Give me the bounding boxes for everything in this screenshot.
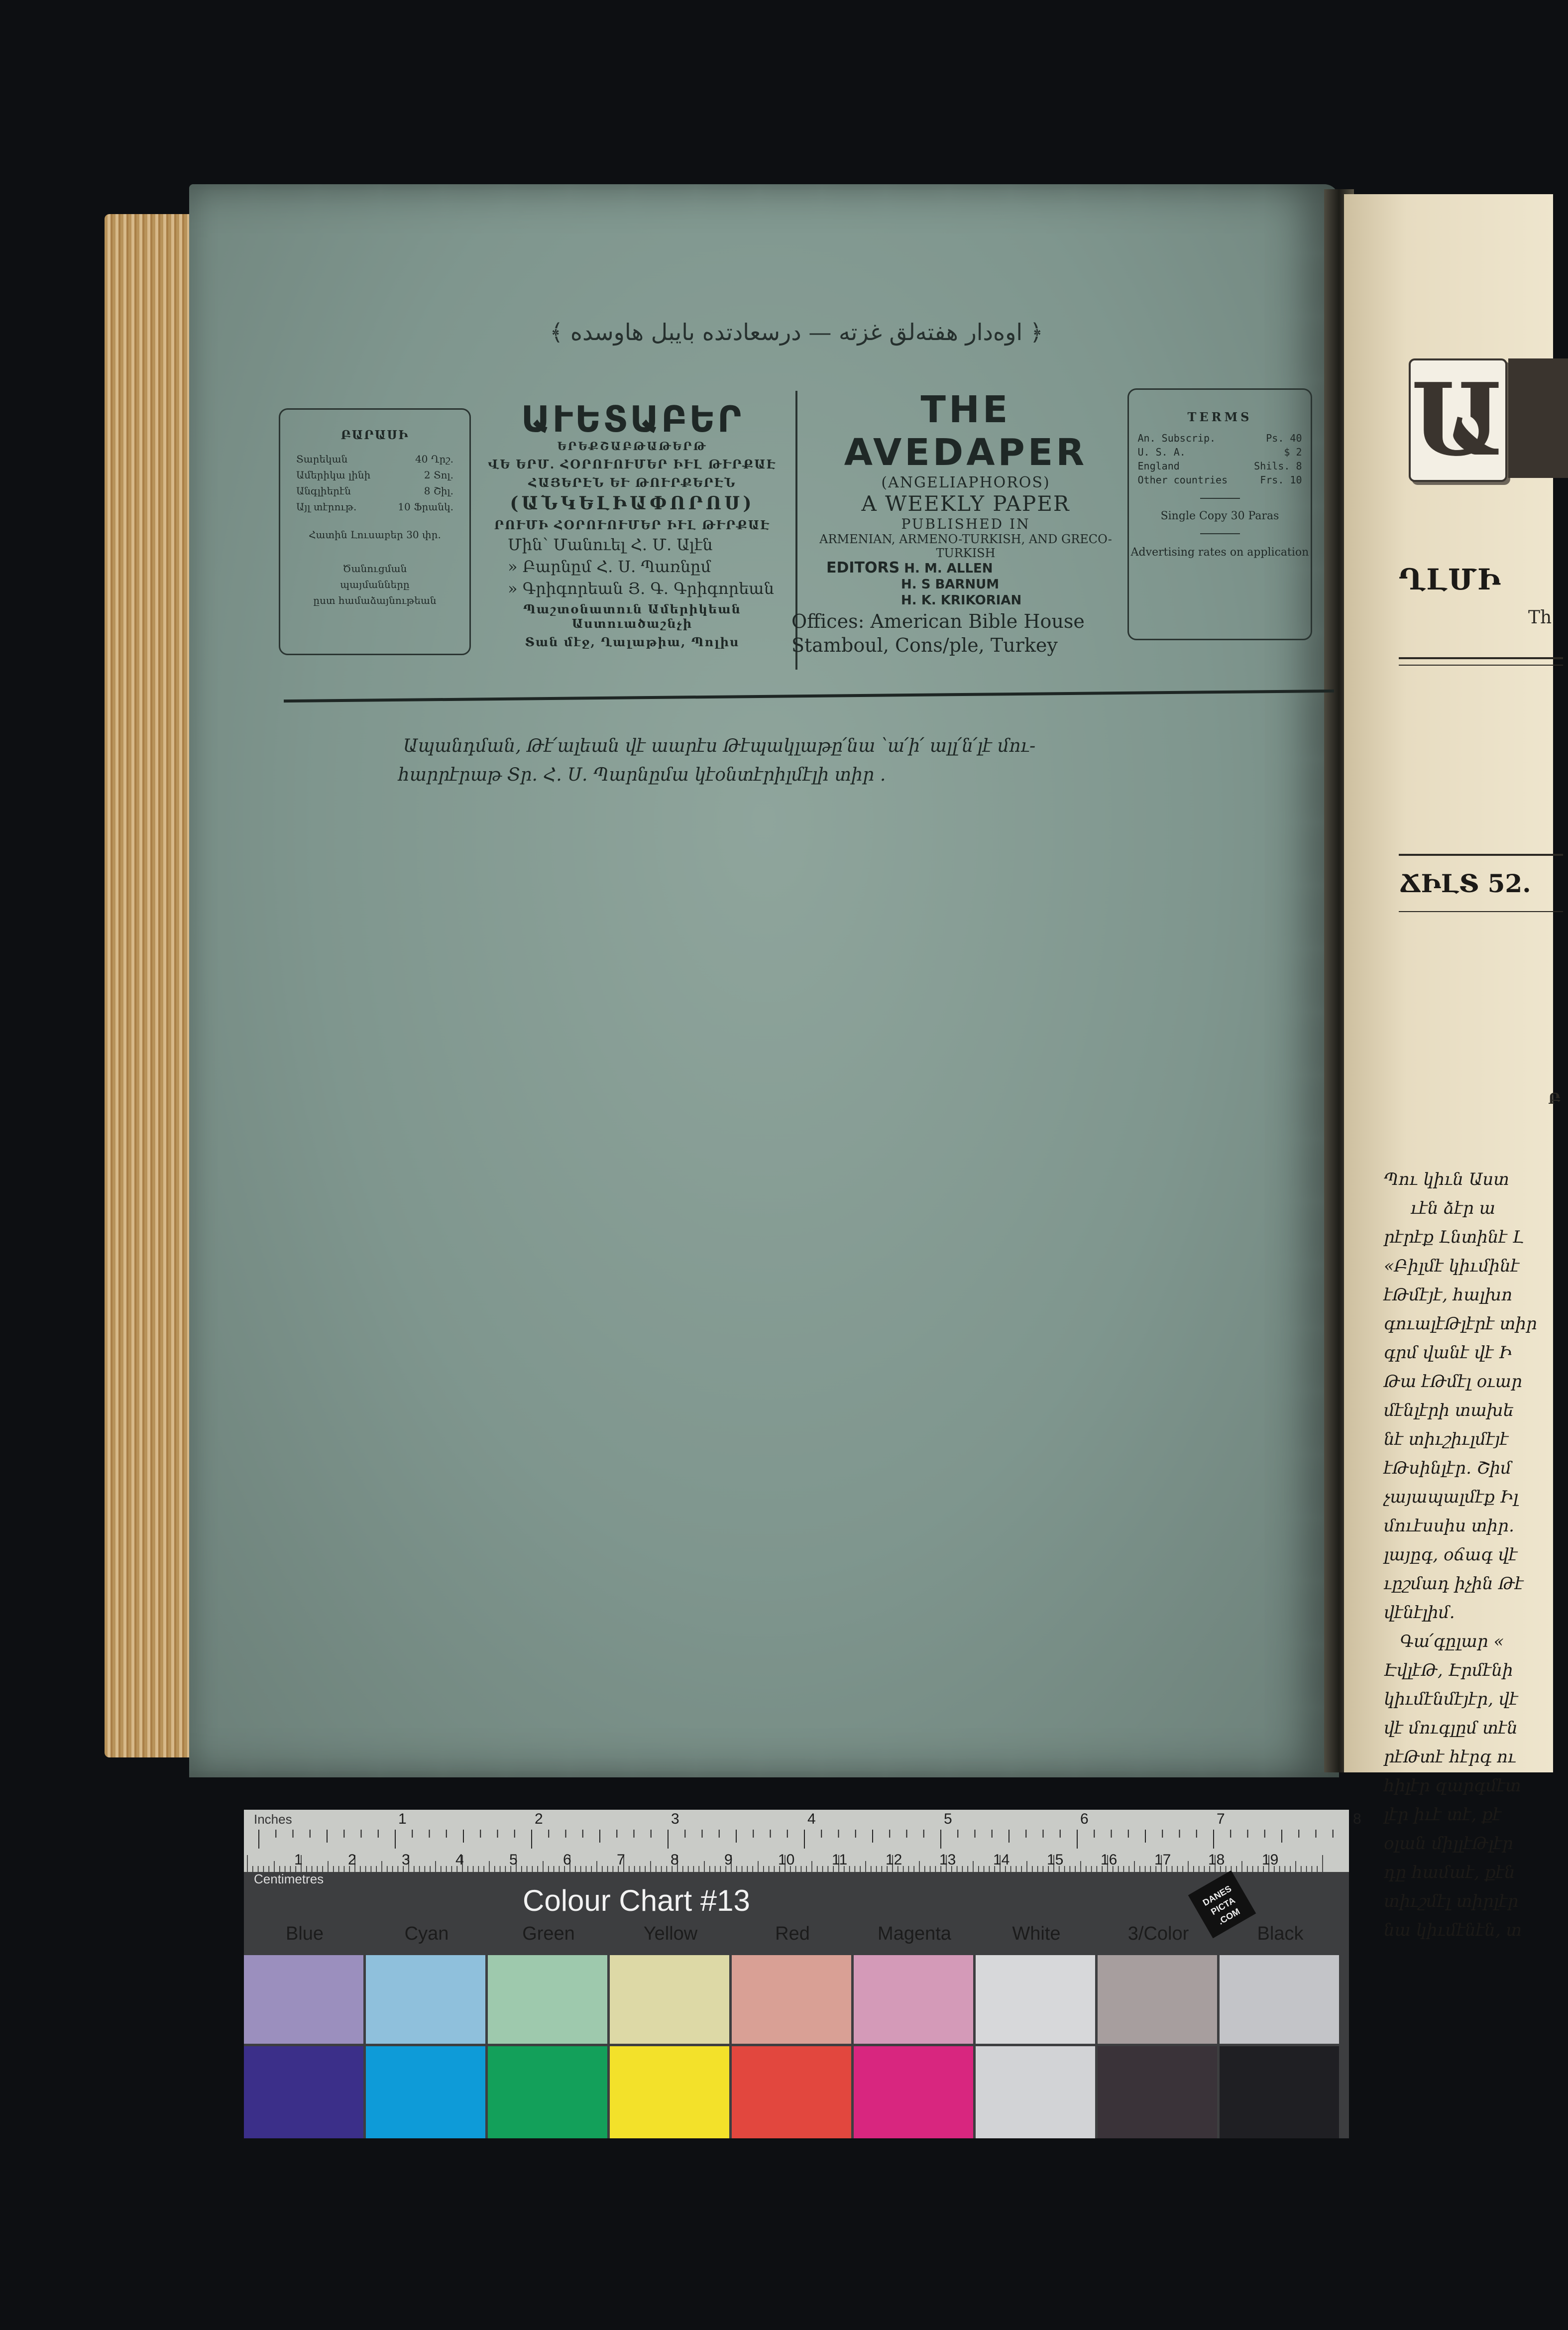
- cm-mark: 17: [1154, 1852, 1171, 1868]
- cm-mark: 6: [563, 1852, 571, 1868]
- terms-value: 10 Ֆրանկ.: [398, 501, 453, 513]
- body-line: րէԹտէ հէրգ ու: [1384, 1747, 1516, 1767]
- terms-label: Տարեկան: [296, 453, 348, 465]
- dark-patch: [244, 2046, 363, 2138]
- inch-mark: 8: [1353, 1811, 1361, 1827]
- advertising-note: Advertising rates on application: [1130, 546, 1309, 559]
- centimetres-label: Centimetres: [254, 1871, 324, 1886]
- right-page-subtitle: Th: [1528, 607, 1552, 628]
- body-line: գրմ վանէ վէ Ի: [1384, 1343, 1512, 1363]
- body-line: չայապալմէք Իլ: [1384, 1487, 1519, 1507]
- armenian-editor: Մին՝ Մանուել Հ. Մ. Ալէն: [508, 535, 713, 554]
- patch-label: Cyan: [404, 1923, 449, 1944]
- inch-mark: 3: [671, 1811, 679, 1827]
- brand-logo: DANES PICTA .COM: [1188, 1870, 1256, 1939]
- cm-mark: 4: [455, 1852, 464, 1868]
- terms-label: An. Subscrip.: [1137, 432, 1216, 444]
- masthead-line: ՐՈՒՄԻ ՀՕՐՈՒՈՒՄԵՐ ԻՒԼ ԹՒՐՔԱԷ: [494, 518, 771, 532]
- single-copy-price: Հատին Լուսաբեր 30 փր.: [309, 529, 441, 541]
- right-page-rule: [1399, 665, 1563, 666]
- right-page-rule: [1399, 657, 1563, 659]
- terms-divider: [1200, 533, 1240, 534]
- cm-mark: 13: [939, 1852, 956, 1868]
- notice-line: հարրէրաթ Տր. Հ. Ս. Պարնըմա կէօնտէրիլմէլի տիր ․: [398, 765, 886, 785]
- terms-label: Անգլիերէն: [296, 485, 351, 497]
- terms-label: England: [1137, 460, 1180, 472]
- english-masthead: [791, 388, 1130, 656]
- body-line: մէնլէրի տախե: [1384, 1400, 1514, 1420]
- inches-label: Inches: [254, 1812, 292, 1827]
- editor-name: H. M. ALLEN: [904, 561, 993, 576]
- terms-heading: TERMS: [1187, 410, 1252, 424]
- inch-mark: 2: [535, 1811, 543, 1827]
- english-terms-box: [1127, 388, 1312, 640]
- issue-number: ՃԻԼՏ 52.: [1400, 869, 1531, 898]
- masthead-line: (ԱՆԿԵԼԻԱՓՈՐՈՍ): [510, 493, 755, 514]
- dark-patch: [732, 2046, 851, 2138]
- english-title: THE AVEDAPER: [844, 388, 1088, 474]
- inch-mark: 4: [807, 1811, 816, 1827]
- patch-label: Yellow: [643, 1923, 698, 1944]
- editors-block: [826, 560, 1130, 608]
- body-line: լէր իւէ տէ, քէ: [1384, 1805, 1502, 1825]
- office-location: Stamboul, Cons/ple, Turkey: [791, 634, 1058, 656]
- terms-value: 40 Ղրշ.: [415, 453, 453, 465]
- dark-patch: [1098, 2046, 1217, 2138]
- patch-label: Magenta: [878, 1923, 951, 1944]
- cm-mark: 15: [1047, 1852, 1064, 1868]
- dark-patch: [854, 2046, 973, 2138]
- right-page-rule: [1399, 854, 1563, 856]
- patch-label: 3/Color: [1127, 1923, 1189, 1944]
- cm-mark: 10: [778, 1852, 795, 1868]
- light-patch: [1220, 1955, 1339, 2044]
- light-patch: [366, 1955, 485, 2044]
- logo-fragment: [1508, 358, 1568, 478]
- terms-divider: [1200, 498, 1240, 499]
- advertising-line: Ծանուցման: [342, 563, 407, 575]
- terms-label: U. S. A.: [1137, 446, 1186, 458]
- cm-mark: 12: [886, 1852, 902, 1868]
- cm-mark: 16: [1101, 1852, 1118, 1868]
- terms-label: Other countries: [1137, 474, 1228, 486]
- single-copy-price: Single Copy 30 Paras: [1160, 510, 1279, 522]
- terms-table: [1138, 431, 1302, 487]
- cm-mark: 11: [832, 1852, 848, 1868]
- patch-names: [244, 1923, 1349, 1948]
- advertising-note: [280, 561, 469, 608]
- light-patch: [488, 1955, 607, 2044]
- armenian-editor: » Բարնըմ Հ. Ս. Պառնըմ: [508, 557, 711, 576]
- notice-text: [398, 732, 1249, 790]
- terms-value: 2 Տոլ.: [424, 469, 453, 481]
- armenian-subtitle: ԵՐԵՔՇԱԲԹԱԹԵՐԹ: [557, 440, 707, 453]
- published-in: PUBLISHED IN: [901, 516, 1030, 532]
- body-line: վէ մուգլըմ տէն: [1384, 1718, 1518, 1738]
- armenian-editor: » Գրիգորեան Յ. Գ. Գրիգորեան: [508, 579, 774, 598]
- terms-label: Ամերիկա լինի: [296, 469, 371, 481]
- right-page-body: [1384, 1165, 1563, 1945]
- body-line: մուէսսիս տիր․: [1384, 1516, 1515, 1536]
- patch-label: Blue: [285, 1923, 324, 1944]
- page-edges: [105, 214, 199, 1757]
- terms-heading: ԲԱՐԱՍԻ: [340, 428, 409, 442]
- languages: ARMENIAN, ARMENO-TURKISH, AND GRECO-TURKISH: [819, 532, 1112, 560]
- decorative-initial: [1409, 358, 1507, 482]
- dark-patch: [610, 2046, 729, 2138]
- masthead-line: ՀԱՅԵՐԷՆ ԵՒ ԹՈՒՐՔԵՐԷՆ: [528, 475, 736, 490]
- ottoman-header: ﴿ اوه‌دار هفته‌لق غزته — درسعادتده بایبل هاوسده ﴾: [550, 319, 1043, 346]
- patch-label: Green: [522, 1923, 575, 1944]
- armenian-title: ԱՒԵՏԱԲԵՐ: [521, 398, 743, 440]
- light-patch: [732, 1955, 851, 2044]
- offices: Offices: American Bible House: [791, 610, 1085, 632]
- editor-name: H. K. KRIKORIAN: [901, 593, 1022, 608]
- terms-label: Այլ տէրութ.: [296, 501, 357, 513]
- light-patch: [854, 1955, 973, 2044]
- cm-mark: 14: [993, 1852, 1010, 1868]
- body-line: ւէն ձէր ա: [1384, 1198, 1495, 1218]
- body-line: նէ տիւշիւլմէյէ: [1384, 1429, 1509, 1449]
- advertising-line: պայմանները: [340, 579, 410, 590]
- dark-patch: [976, 2046, 1095, 2138]
- body-line: էԹսինլէր․ Շիմ: [1384, 1458, 1512, 1478]
- terms-value: Frs. 10: [1260, 474, 1302, 486]
- inch-mark: 1: [398, 1811, 407, 1827]
- light-patch: [976, 1955, 1095, 2044]
- dark-patch: [488, 2046, 607, 2138]
- body-line: նա կիւմէնէն, տ: [1384, 1920, 1522, 1940]
- dark-patch: [366, 2046, 485, 2138]
- right-page: [1344, 194, 1561, 1940]
- body-line: տիւշմէլ տիրլէր: [1384, 1891, 1519, 1911]
- dark-patch: [1220, 2046, 1339, 2138]
- colour-chart-title: Colour Chart #13: [523, 1884, 750, 1917]
- masthead-line: ՎԵ ԵՐՄ. ՀՕՐՈՒՈՒՄԵՐ ԻՒԼ ԹՒՐՔԱԷ: [488, 457, 777, 471]
- weekly-paper: A WEEKLY PAPER: [861, 491, 1070, 516]
- body-line: ԷվլէԹ, Էրմէնի: [1384, 1660, 1513, 1680]
- terms-value: 8 Շիլ.: [424, 485, 453, 497]
- cm-mark: 9: [724, 1852, 733, 1868]
- body-line: «Բիլմէ կիւմինէ: [1384, 1256, 1520, 1276]
- right-page-title: ՂԼՄԻ: [1399, 563, 1502, 596]
- body-line: Թա էԹմէլ օւար: [1384, 1372, 1522, 1392]
- ruler: [244, 1810, 1361, 1872]
- body-line: հիլէր զարգմէտ: [1384, 1776, 1521, 1796]
- terms-value: $ 2: [1284, 446, 1302, 458]
- patch-label: White: [1012, 1923, 1061, 1944]
- armenian-terms-box: [279, 408, 471, 655]
- right-page-rule: [1399, 911, 1563, 912]
- body-line: վէնէլիմ․: [1384, 1603, 1455, 1623]
- armenian-masthead: [478, 398, 786, 649]
- advertising-line: ըստ համաձայնութեան: [313, 594, 437, 606]
- body-line: ւըշմադ իչին Թէ: [1384, 1574, 1524, 1594]
- patch-label: Red: [775, 1923, 810, 1944]
- initial-letter: Ա: [1411, 361, 1505, 478]
- body-line: Պու կիւն Աստ: [1384, 1169, 1509, 1189]
- cm-mark: 2: [348, 1852, 356, 1868]
- body-line: էԹմէյէ, հալխո: [1384, 1285, 1513, 1305]
- office-line: Պաշտօնատուն Ամերիկեան Աստուածաշնչի: [523, 602, 741, 631]
- terms-table: [295, 451, 454, 515]
- notice-line: Ապանդման, Թէ՛ալեան վէ աարէս Թէպակլաթը՛նա ՝ա՛ի՛ ալլ՛ն՛լէ մու-: [403, 736, 1036, 756]
- inch-mark: 7: [1217, 1811, 1225, 1827]
- body-line: գուալէԹլէրէ տիր: [1384, 1314, 1537, 1334]
- cm-mark: 5: [509, 1852, 518, 1868]
- cm-mark: 8: [671, 1852, 679, 1868]
- cm-mark: 3: [402, 1852, 410, 1868]
- body-line: կիւմէնմէյէր, վէ: [1384, 1689, 1518, 1709]
- office-line: Տան մէջ, Ղալաթիա, Պոլիս: [525, 635, 740, 649]
- angeliaphoros: (ANGELIAPHOROS): [881, 474, 1050, 491]
- light-patch: [244, 1955, 363, 2044]
- body-line: րէրէք Լնտինէ Լ: [1384, 1227, 1524, 1247]
- cm-mark: 7: [617, 1852, 625, 1868]
- light-patch: [1098, 1955, 1217, 2044]
- inch-mark: 5: [944, 1811, 952, 1827]
- patch-label: Black: [1257, 1923, 1304, 1944]
- colour-chart: [244, 1810, 1361, 2138]
- editor-name: H. S BARNUM: [901, 577, 1000, 592]
- light-patch: [610, 1955, 729, 2044]
- body-line: լայըգ, օճագ վէ: [1384, 1545, 1518, 1565]
- editors-label: EDITORS: [826, 559, 900, 577]
- inch-mark: 6: [1080, 1811, 1089, 1827]
- body-line: դը համաէ, քէն: [1384, 1863, 1515, 1882]
- section-mark: Բ: [1548, 1090, 1561, 1108]
- body-line: Գա՛գըլար «: [1384, 1631, 1504, 1651]
- terms-value: Ps. 40: [1266, 432, 1302, 444]
- cm-mark: 18: [1208, 1852, 1225, 1868]
- terms-value: Shils. 8: [1254, 460, 1302, 472]
- body-line: օլան միլլէԹլէր: [1384, 1834, 1513, 1854]
- cm-mark: 1: [294, 1852, 303, 1868]
- cm-mark: 19: [1262, 1852, 1279, 1868]
